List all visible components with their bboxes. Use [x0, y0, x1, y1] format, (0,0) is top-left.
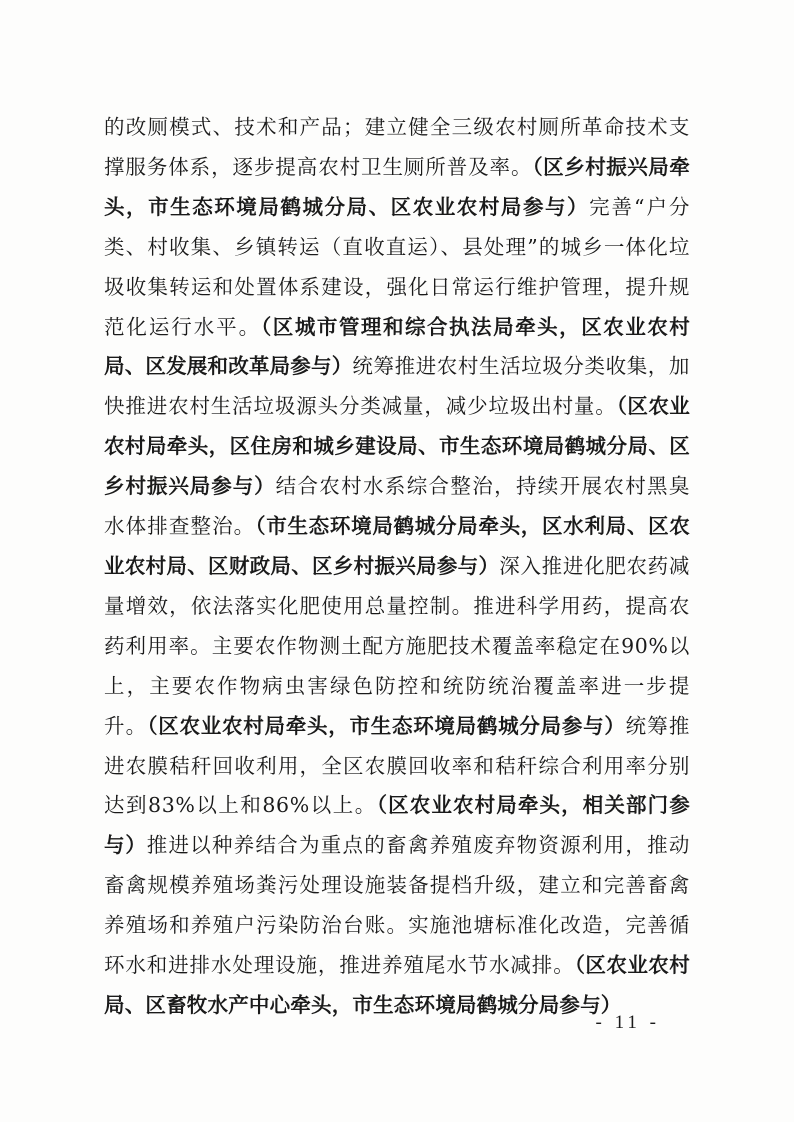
responsibility-note: （区城市管理和综合执法局牵头，区农业农村局、区发展和改革局参与） [104, 314, 691, 379]
responsibility-note: （区农业农村局牵头，相关部门参与） [104, 793, 691, 858]
text-segment: 结合农村水系综合整治，持续开展农村黑臭水体排查整治。 [104, 474, 690, 539]
responsibility-note: （区农业农村局、区畜牧水产中心牵头，市生态环境局鹤城分局参与） [104, 953, 690, 1017]
page-number: - 11 - [595, 1012, 660, 1033]
text-segment: 统筹推进农膜秸秆回收利用，全区农膜回收率和秸秆综合利用率分别达到83%以上和86%以上。 [104, 713, 690, 818]
body-paragraph [104, 108, 690, 1026]
text-segment: 统筹推进农村生活垃圾分类收集，加快推进农村生活垃圾源头分类减量，减少垃圾出村量。 [104, 354, 691, 419]
responsibility-note: （市生态环境局鹤城分局牵头，区水利局、区农业农村局、区财政局、区乡村振兴局参与） [104, 514, 691, 578]
responsibility-note: （区农业农村局牵头，市生态环境局鹤城分局参与） [147, 713, 626, 738]
text-segment: 完善“户分类、村收集、乡镇转运（直收直运）、县处理”的城乡一体化垃圾收集转运和处置体系建设，强化日常运行维护管理，提升规范化运行水平。 [104, 194, 690, 339]
text-segment: 深入推进化肥农药减量增效，依法落实化肥使用总量控制。推进科学用药，提高农药利用率。主要农作物测土配方施肥技术覆盖率稳定在90%以上，主要农作物病虫害绿色防控和统防统治覆盖率进一步提升。 [104, 553, 690, 738]
text-segment: 推进以种养结合为重点的畜禽养殖废弃物资源利用，推动畜禽规模养殖场粪污处理设施装备提档升级，建立和完善畜禽养殖场和养殖户污染防治台账。实施池塘标准化改造，完善循环水和进排水处理设施，推进养殖尾水节水减排。 [104, 833, 690, 978]
responsibility-note: （区农业农村局牵头，区住房和城乡建设局、市生态环境局鹤城分局、区乡村振兴局参与） [104, 394, 690, 499]
responsibility-note: （区乡村振兴局牵头，市生态环境局鹤城分局、区农业农村局参与） [104, 154, 690, 219]
text-segment: 的改厕模式、技术和产品；建立健全三级农村厕所革命技术支撑服务体系，逐步提高农村卫生厕所普及率。 [104, 115, 690, 179]
